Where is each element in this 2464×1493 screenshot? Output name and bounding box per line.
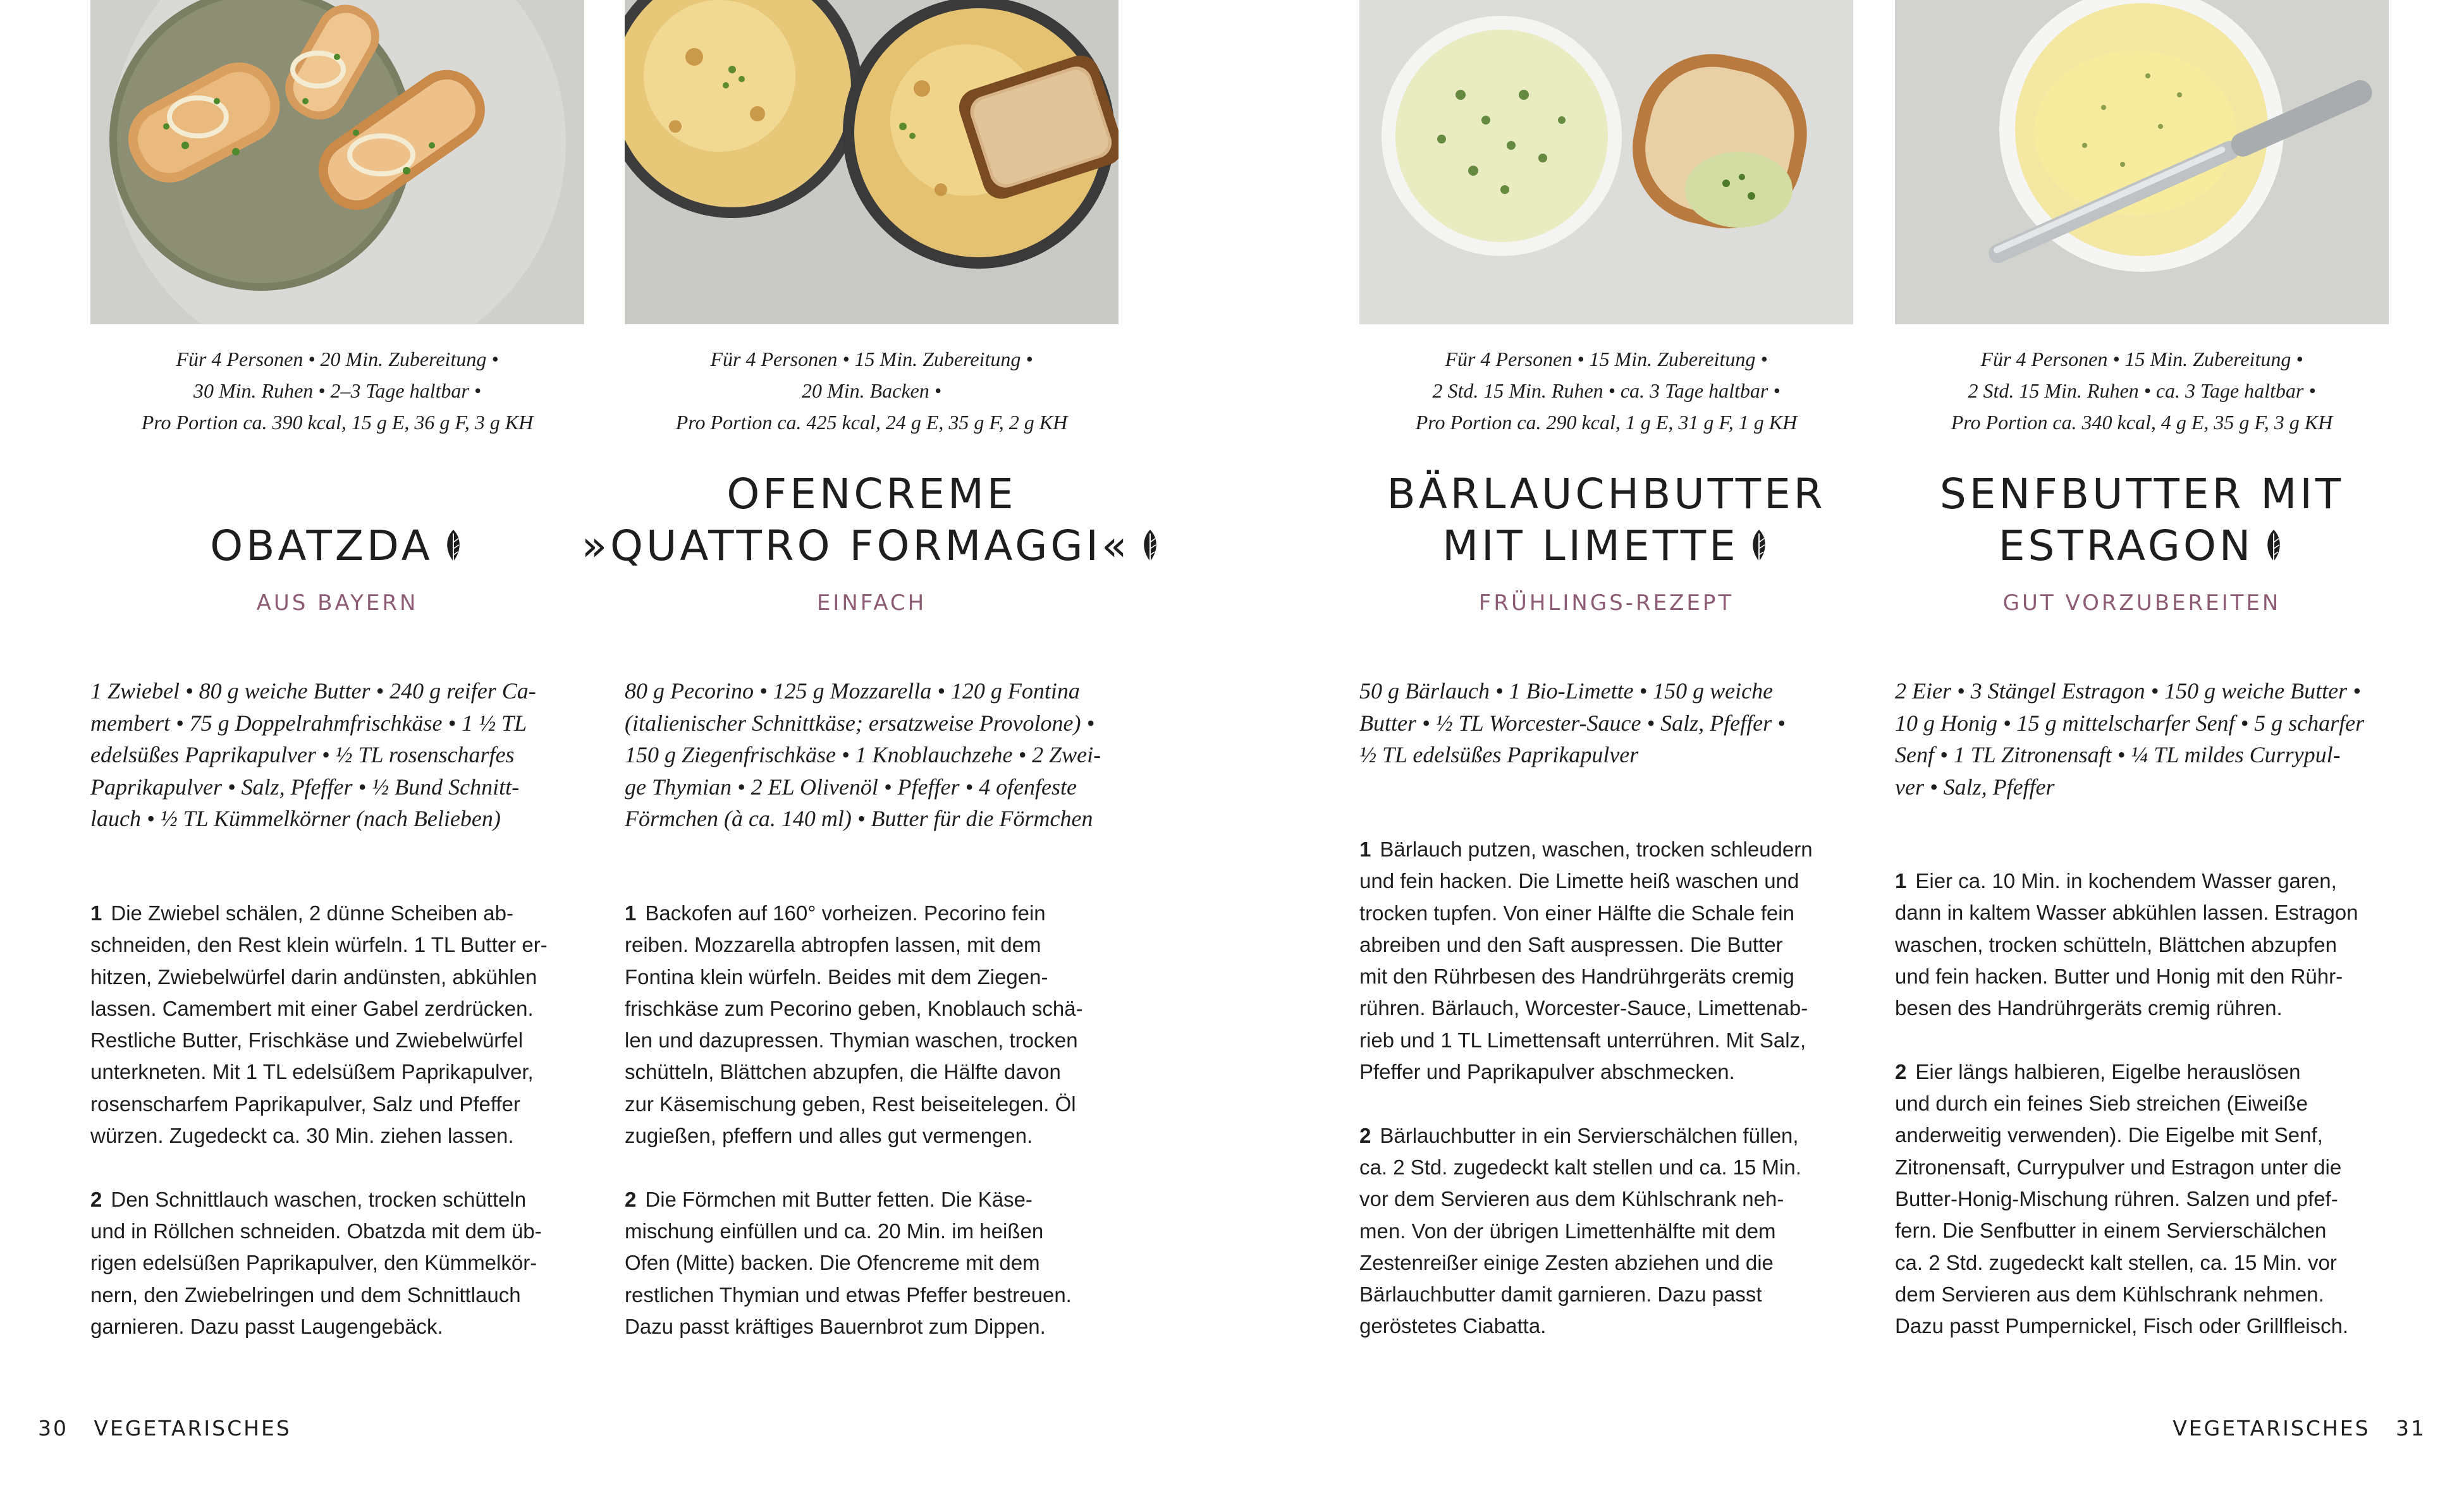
step-line: anderweitig verwenden). Die Eigelbe mit Senf, <box>1895 1123 2323 1147</box>
step-number: 2 <box>1359 1123 1371 1147</box>
ingredient-line: ½ TL edelsüßes Paprikapulver <box>1359 742 1639 767</box>
step-line: und fein hacken. Butter und Honig mit den Rühr- <box>1895 964 2343 988</box>
step-line: rühren. Bärlauch, Worcester-Sauce, Limettenab- <box>1359 996 1808 1020</box>
step-line: und in Röllchen schneiden. Obatzda mit dem üb- <box>90 1219 542 1243</box>
ingredient-line: Förmchen (à ca. 140 ml) • Butter für die Förmchen <box>625 806 1093 831</box>
title-line <box>1387 520 1825 572</box>
step-line <box>1895 865 2389 897</box>
recipe-subtitle: EINFACH <box>816 590 927 616</box>
ingredient-line: 1 Zwiebel • 80 g weiche Butter • 240 g reifer Ca- <box>90 678 536 704</box>
step-line: waschen, trocken schütteln, Blättchen abzupfen <box>1895 932 2337 956</box>
step-line: zugießen, pfeffern und alles gut vermengen. <box>625 1124 1033 1148</box>
leaf-icon <box>1748 528 1770 564</box>
meta-line: Pro Portion ca. 290 kcal, 1 g E, 31 g F, 1 g KH <box>1415 411 1798 434</box>
title-text: MIT LIMETTE <box>1442 521 1739 570</box>
recipe-column-baerlauchbutter <box>1359 0 1853 1338</box>
title-line: SENFBUTTER MIT <box>1939 470 2344 518</box>
recipe-title <box>210 520 465 572</box>
step-line: abreiben und den Saft auspressen. Die Butter <box>1359 932 1783 956</box>
ingredient-line: lauch • ½ TL Kümmelkörner (nach Belieben) <box>90 806 501 831</box>
step-line: rigen edelsüßen Paprikapulver, den Kümmelkör- <box>90 1251 537 1275</box>
instruction-step <box>625 1184 1119 1343</box>
step-line <box>90 1184 584 1216</box>
step-line: len und dazupressen. Thymian waschen, trocken <box>625 1028 1078 1052</box>
leaf-icon <box>1139 528 1162 564</box>
step-line: vor dem Servieren aus dem Kühlschrank neh- <box>1359 1187 1784 1211</box>
recipe-subtitle: AUS BAYERN <box>256 590 419 616</box>
recipe-column-senfbutter <box>1895 0 2389 1338</box>
leaf-icon <box>442 528 465 564</box>
step-line <box>625 1184 1119 1216</box>
step-line: unterkneten. Mit 1 TL edelsüßem Paprikapulver, <box>90 1060 534 1084</box>
step-line: fern. Die Senfbutter in einem Servierschälchen <box>1895 1219 2327 1243</box>
instruction-steps <box>625 898 1119 1374</box>
ingredient-line: 10 g Honig • 15 g mittelscharfer Senf • 5 g scharfer <box>1895 710 2365 736</box>
recipe-title-block <box>90 465 584 572</box>
meta-line: Für 4 Personen • 15 Min. Zubereitung • <box>710 348 1033 370</box>
page-number: 31 <box>2396 1416 2426 1441</box>
ingredient-line: 2 Eier • 3 Stängel Estragon • 150 g weiche Butter • <box>1895 678 2361 704</box>
recipe-subtitle: FRÜHLINGS-REZEPT <box>1478 590 1734 616</box>
step-line: Fontina klein würfeln. Beides mit dem Ziegen- <box>625 965 1048 989</box>
recipe-column-ofencreme <box>581 0 1131 1338</box>
step-text: Die Zwiebel schälen, 2 dünne Scheiben ab- <box>111 901 513 925</box>
page-number: 30 <box>38 1416 68 1441</box>
meta-line: Für 4 Personen • 15 Min. Zubereitung • <box>1445 348 1768 370</box>
step-line: Ofen (Mitte) backen. Die Ofencreme mit dem <box>625 1251 1040 1275</box>
ingredient-line: 150 g Ziegenfrischkäse • 1 Knoblauchzehe • 2 Zwei- <box>625 742 1101 767</box>
ingredient-line: edelsüßes Paprikapulver • ½ TL rosenscharfes <box>90 742 515 767</box>
step-line: trocken tupfen. Von einer Hälfte die Schale fein <box>1359 901 1794 925</box>
step-line: Bärlauchbutter damit garnieren. Dazu passt <box>1359 1283 1762 1307</box>
step-line <box>1359 834 1853 865</box>
title-line: BÄRLAUCHBUTTER <box>1387 470 1826 518</box>
step-line: schütteln, Blättchen abzupfen, die Hälfte davon <box>625 1060 1061 1084</box>
step-number: 1 <box>90 901 102 925</box>
step-line: Zestenreißer einige Zesten abziehen und die <box>1359 1250 1774 1274</box>
title-line <box>1940 520 2344 572</box>
meta-line: 2 Std. 15 Min. Ruhen • ca. 3 Tage haltbar • <box>1968 379 2316 402</box>
instruction-step <box>1359 1120 1853 1343</box>
step-text: Backofen auf 160° vorheizen. Pecorino fein <box>645 901 1046 925</box>
step-text: Die Förmchen mit Butter fetten. Die Käse- <box>645 1187 1033 1211</box>
ingredient-line: ver • Salz, Pfeffer <box>1895 774 2055 800</box>
photo-ofencreme-illustration <box>625 0 1119 324</box>
step-line: Zitronensaft, Currypulver und Estragon unter die <box>1895 1155 2342 1179</box>
step-number: 2 <box>1895 1059 1907 1083</box>
meta-line: Pro Portion ca. 390 kcal, 15 g E, 36 g F, 3 g KH <box>141 411 534 434</box>
step-line: ca. 2 Std. zugedeckt kalt stellen, ca. 15 Min. vor <box>1895 1250 2337 1274</box>
recipe-title-block <box>1359 465 1853 572</box>
recipe-title-block <box>581 465 1131 572</box>
step-line: reiben. Mozzarella abtropfen lassen, mit dem <box>625 933 1041 957</box>
ingredient-list <box>1359 675 1853 771</box>
step-line: hitzen, Zwiebelwürfel darin andünsten, abkühlen <box>90 965 537 989</box>
recipe-meta <box>625 343 1119 438</box>
step-line: ca. 2 Std. zugedeckt kalt stellen und ca. 15 Min. <box>1359 1155 1801 1179</box>
title-text: ESTRAGON <box>1998 521 2254 570</box>
step-line: rosenscharfem Paprikapulver, Salz und Pfeffer <box>90 1092 520 1116</box>
recipe-title <box>582 468 1162 572</box>
ingredient-line: 50 g Bärlauch • 1 Bio-Limette • 150 g weiche <box>1359 678 1774 704</box>
step-text: Eier ca. 10 Min. in kochendem Wasser garen, <box>1915 869 2337 893</box>
ingredient-line: membert • 75 g Doppelrahmfrischkäse • 1 ½ TL <box>90 710 527 736</box>
step-line: Dazu passt kräftiges Bauernbrot zum Dippen. <box>625 1314 1046 1338</box>
step-line <box>1359 1120 1853 1152</box>
instruction-step <box>90 1184 584 1343</box>
photo-obatzda-illustration <box>90 0 584 324</box>
recipe-photo-baerlauchbutter <box>1359 0 1853 324</box>
step-number: 1 <box>1895 869 1907 893</box>
step-line: Dazu passt Pumpernickel, Fisch oder Grillfleisch. <box>1895 1314 2349 1338</box>
step-line <box>90 898 584 929</box>
page-footer-right <box>2173 1416 2426 1441</box>
ingredient-list <box>625 675 1119 835</box>
step-line: geröstetes Ciabatta. <box>1359 1314 1547 1338</box>
step-line: rieb und 1 TL Limettensaft unterrühren. Mit Salz, <box>1359 1028 1806 1052</box>
ingredient-line: Senf • 1 TL Zitronensaft • ¼ TL mildes Currypul- <box>1895 742 2341 767</box>
meta-line: Pro Portion ca. 425 kcal, 24 g E, 35 g F, 2 g KH <box>675 411 1068 434</box>
step-line: und fein hacken. Die Limette heiß waschen und <box>1359 869 1799 893</box>
step-line: frischkäse zum Pecorino geben, Knoblauch schä- <box>625 996 1083 1020</box>
title-line <box>582 520 1162 572</box>
step-number: 2 <box>625 1187 637 1211</box>
ingredient-line: 80 g Pecorino • 125 g Mozzarella • 120 g Fontina <box>625 678 1080 704</box>
instruction-steps <box>90 898 584 1374</box>
recipe-column-obatzda <box>90 0 584 1338</box>
meta-line: 30 Min. Ruhen • 2–3 Tage haltbar • <box>193 379 481 402</box>
step-line: und durch ein feines Sieb streichen (Eiweiße <box>1895 1092 2308 1116</box>
meta-line: Für 4 Personen • 20 Min. Zubereitung • <box>176 348 499 370</box>
step-line: schneiden, den Rest klein würfeln. 1 TL Butter er- <box>90 933 548 957</box>
ingredient-line: Paprikapulver • Salz, Pfeffer • ½ Bund Schnitt- <box>90 774 520 800</box>
step-number: 1 <box>1359 838 1371 861</box>
step-line: Restliche Butter, Frischkäse und Zwiebelwürfel <box>90 1028 524 1052</box>
photo-senfbutter-illustration <box>1895 0 2389 324</box>
title-line: OFENCREME <box>726 470 1017 518</box>
step-line <box>1895 1056 2389 1088</box>
recipe-meta <box>90 343 584 438</box>
ingredient-list <box>90 675 584 835</box>
step-line: restlichen Thymian und etwas Pfeffer bestreuen. <box>625 1283 1072 1307</box>
recipe-subtitle: GUT VORZUBEREITEN <box>2002 590 2281 616</box>
step-text: Bärlauchbutter in ein Servierschälchen füllen, <box>1380 1123 1799 1147</box>
photo-baerlauchbutter-illustration <box>1359 0 1853 324</box>
step-line: dann in kaltem Wasser abkühlen lassen. Estragon <box>1895 901 2358 925</box>
ingredient-line: (italienischer Schnittkäse; ersatzweise Provolone) • <box>625 710 1095 736</box>
recipe-title <box>1940 468 2344 572</box>
section-name: VEGETARISCHES <box>94 1416 291 1441</box>
step-number: 2 <box>90 1187 102 1211</box>
ingredient-list <box>1895 675 2389 803</box>
leaf-icon <box>2262 528 2285 564</box>
meta-line: Pro Portion ca. 340 kcal, 4 g E, 35 g F, 3 g KH <box>1951 411 2333 434</box>
step-text: Den Schnittlauch waschen, trocken schütteln <box>111 1187 527 1211</box>
step-line: besen des Handrührgeräts cremig rühren. <box>1895 996 2283 1020</box>
meta-line: Für 4 Personen • 15 Min. Zubereitung • <box>1980 348 2303 370</box>
recipe-meta <box>1359 343 1853 438</box>
instruction-step <box>1895 865 2389 1024</box>
meta-line: 20 Min. Backen • <box>802 379 941 402</box>
recipe-photo-ofencreme <box>625 0 1119 324</box>
step-line: zur Käsemischung geben, Rest beiseitelegen. Öl <box>625 1092 1076 1116</box>
step-line: würzen. Zugedeckt ca. 30 Min. ziehen lassen. <box>90 1124 514 1148</box>
meta-line: 2 Std. 15 Min. Ruhen • ca. 3 Tage haltbar • <box>1432 379 1781 402</box>
step-line: lassen. Camembert mit einer Gabel zerdrücken. <box>90 996 534 1020</box>
instruction-steps <box>1895 865 2389 1374</box>
title-line <box>210 520 465 572</box>
page-footer-left <box>38 1416 291 1441</box>
instruction-step <box>1359 834 1853 1088</box>
step-line: garnieren. Dazu passt Laugengebäck. <box>90 1314 443 1338</box>
ingredient-line: ge Thymian • 2 EL Olivenöl • Pfeffer • 4 ofenfeste <box>625 774 1077 800</box>
instruction-step <box>1895 1056 2389 1343</box>
step-line <box>625 898 1119 929</box>
step-text: Bärlauch putzen, waschen, trocken schleudern <box>1380 838 1813 861</box>
step-line: mit den Rührbesen des Handrührgeräts cremig <box>1359 965 1794 989</box>
recipe-photo-obatzda <box>90 0 584 324</box>
step-line: dem Servieren aus dem Kühlschrank nehmen. <box>1895 1282 2324 1306</box>
step-line: Pfeffer und Paprikapulver abschmecken. <box>1359 1060 1735 1084</box>
step-line: men. Von der übrigen Limettenhälfte mit dem <box>1359 1219 1776 1243</box>
ingredient-line: Butter • ½ TL Worcester-Sauce • Salz, Pfeffer • <box>1359 710 1786 736</box>
step-text: Eier längs halbieren, Eigelbe herauslösen <box>1915 1059 2301 1083</box>
step-line: mischung einfüllen und ca. 20 Min. im heißen <box>625 1219 1044 1243</box>
section-name: VEGETARISCHES <box>2173 1416 2370 1441</box>
recipe-photo-senfbutter <box>1895 0 2389 324</box>
recipe-meta <box>1895 343 2389 438</box>
recipe-title <box>1387 468 1825 572</box>
recipe-title-block <box>1895 465 2389 572</box>
step-line: nern, den Zwiebelringen und dem Schnittlauch <box>90 1283 521 1307</box>
instruction-steps <box>1359 834 1853 1374</box>
step-number: 1 <box>625 901 637 925</box>
instruction-step <box>90 898 584 1152</box>
step-line: Butter-Honig-Mischung rühren. Salzen und pfef- <box>1895 1186 2338 1210</box>
title-text: OBATZDA <box>210 521 433 570</box>
title-text: »QUATTRO FORMAGGI« <box>581 521 1131 570</box>
instruction-step <box>625 898 1119 1152</box>
